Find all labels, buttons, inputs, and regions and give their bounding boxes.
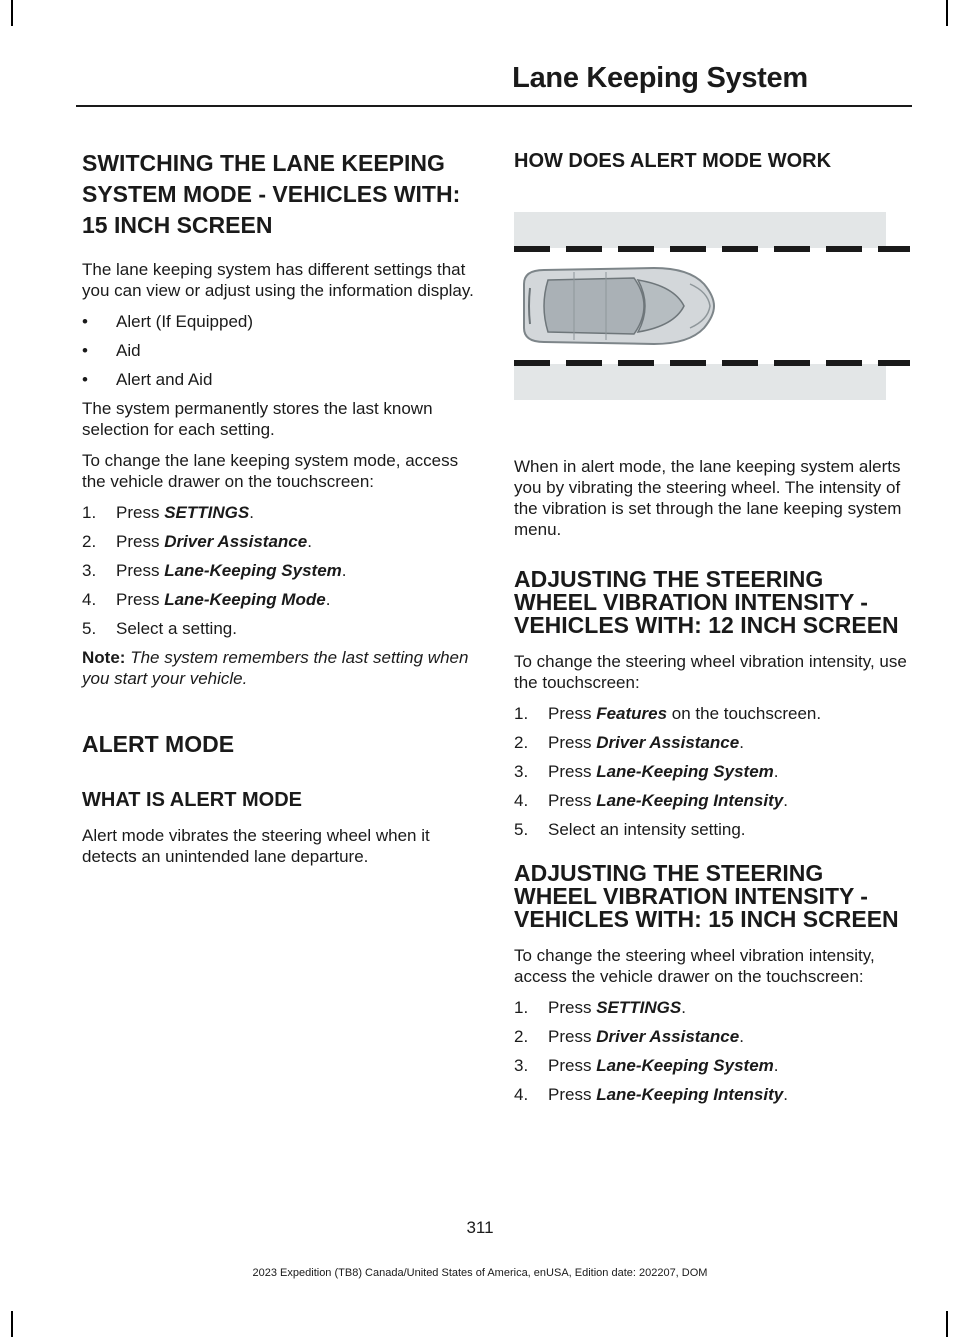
list-item: • Alert and Aid: [82, 369, 474, 390]
crop-mark-bottom-left: [11, 1311, 13, 1337]
step-item: 2. Press Driver Assistance.: [514, 733, 744, 752]
step-item: 3. Press Lane-Keeping System.: [514, 1056, 779, 1075]
how-paragraph: When in alert mode, the lane keeping system alerts you by vibrating the steering wheel. The intensity of the vibration is set through the lane keeping system menu.: [514, 457, 902, 539]
settings-list: [82, 311, 474, 390]
step-item: 2. Press Driver Assistance.: [82, 532, 312, 551]
note-paragraph: Note: The system remembers the last setting when you start your vehicle.: [82, 648, 469, 688]
adjust-15-intro: To change the steering wheel vibration intensity, access the vehicle drawer on the touchscreen:: [514, 946, 875, 986]
intro-paragraph: The lane keeping system has different settings that you can view or adjust using the information display.: [82, 260, 474, 300]
step-item: 3. Press Lane-Keeping System.: [514, 762, 779, 781]
step-item: 5. Select an intensity setting.: [514, 820, 746, 839]
step-item: 3. Press Lane-Keeping System.: [82, 561, 347, 580]
step-item: 2. Press Driver Assistance.: [514, 1027, 744, 1046]
header-rule: [76, 105, 912, 107]
lower-lane-shade: [514, 364, 886, 400]
heading-alert-mode: ALERT MODE: [82, 731, 235, 757]
heading-adjust-12: ADJUSTING THE STEERING WHEEL VIBRATION INTENSITY - VEHICLES WITH: 12 INCH SCREEN: [514, 566, 899, 638]
upper-lane-shade: [514, 212, 886, 248]
footer-edition: 2023 Expedition (TB8) Canada/United States of America, enUSA, Edition date: 202207, DOM: [252, 1267, 708, 1279]
crop-mark-top-right: [946, 0, 948, 26]
step-item: 1. Press SETTINGS.: [514, 998, 686, 1017]
step-item: 1. Press Features on the touchscreen.: [514, 704, 822, 723]
right-column: [514, 148, 910, 1113]
heading-adjust-15: ADJUSTING THE STEERING WHEEL VIBRATION INTENSITY - VEHICLES WITH: 15 INCH SCREEN: [514, 860, 899, 932]
adjust-12-intro: To change the steering wheel vibration intensity, use the touchscreen:: [514, 652, 907, 692]
heading-switching-mode: SWITCHING THE LANE KEEPING SYSTEM MODE - VEHICLES WITH: 15 INCH SCREEN: [82, 150, 461, 238]
step-item: 4. Press Lane-Keeping Mode.: [82, 590, 331, 609]
list-item: • Alert (If Equipped): [82, 311, 474, 332]
adjust-15-steps: [514, 997, 910, 1105]
heading-how-alert-works: HOW DOES ALERT MODE WORK: [514, 150, 832, 172]
lane-keeping-illustration: [514, 200, 910, 400]
list-item: • Aid: [82, 340, 474, 361]
change-paragraph: To change the lane keeping system mode, access the vehicle drawer on the touchscreen:: [82, 451, 459, 491]
lane-diagram: [514, 200, 910, 400]
page-header-title: Lane Keeping System: [512, 62, 808, 94]
step-item: 5. Select a setting.: [82, 619, 237, 638]
car-top-view: [524, 268, 714, 344]
step-item: 4. Press Lane-Keeping Intensity.: [514, 791, 788, 810]
mode-steps: [82, 502, 474, 639]
page-number: 311: [466, 1218, 494, 1237]
step-item: 4. Press Lane-Keeping Intensity.: [514, 1085, 788, 1104]
crop-mark-bottom-right: [946, 1311, 948, 1337]
crop-mark-top-left: [11, 0, 13, 26]
stores-paragraph: The system permanently stores the last known selection for each setting.: [82, 399, 433, 439]
adjust-12-steps: [514, 703, 910, 840]
left-column: [82, 148, 474, 877]
step-item: 1. Press SETTINGS.: [82, 503, 254, 522]
what-paragraph: Alert mode vibrates the steering wheel when it detects an unintended lane departure.: [82, 826, 430, 866]
heading-what-is-alert: WHAT IS ALERT MODE: [82, 789, 302, 811]
